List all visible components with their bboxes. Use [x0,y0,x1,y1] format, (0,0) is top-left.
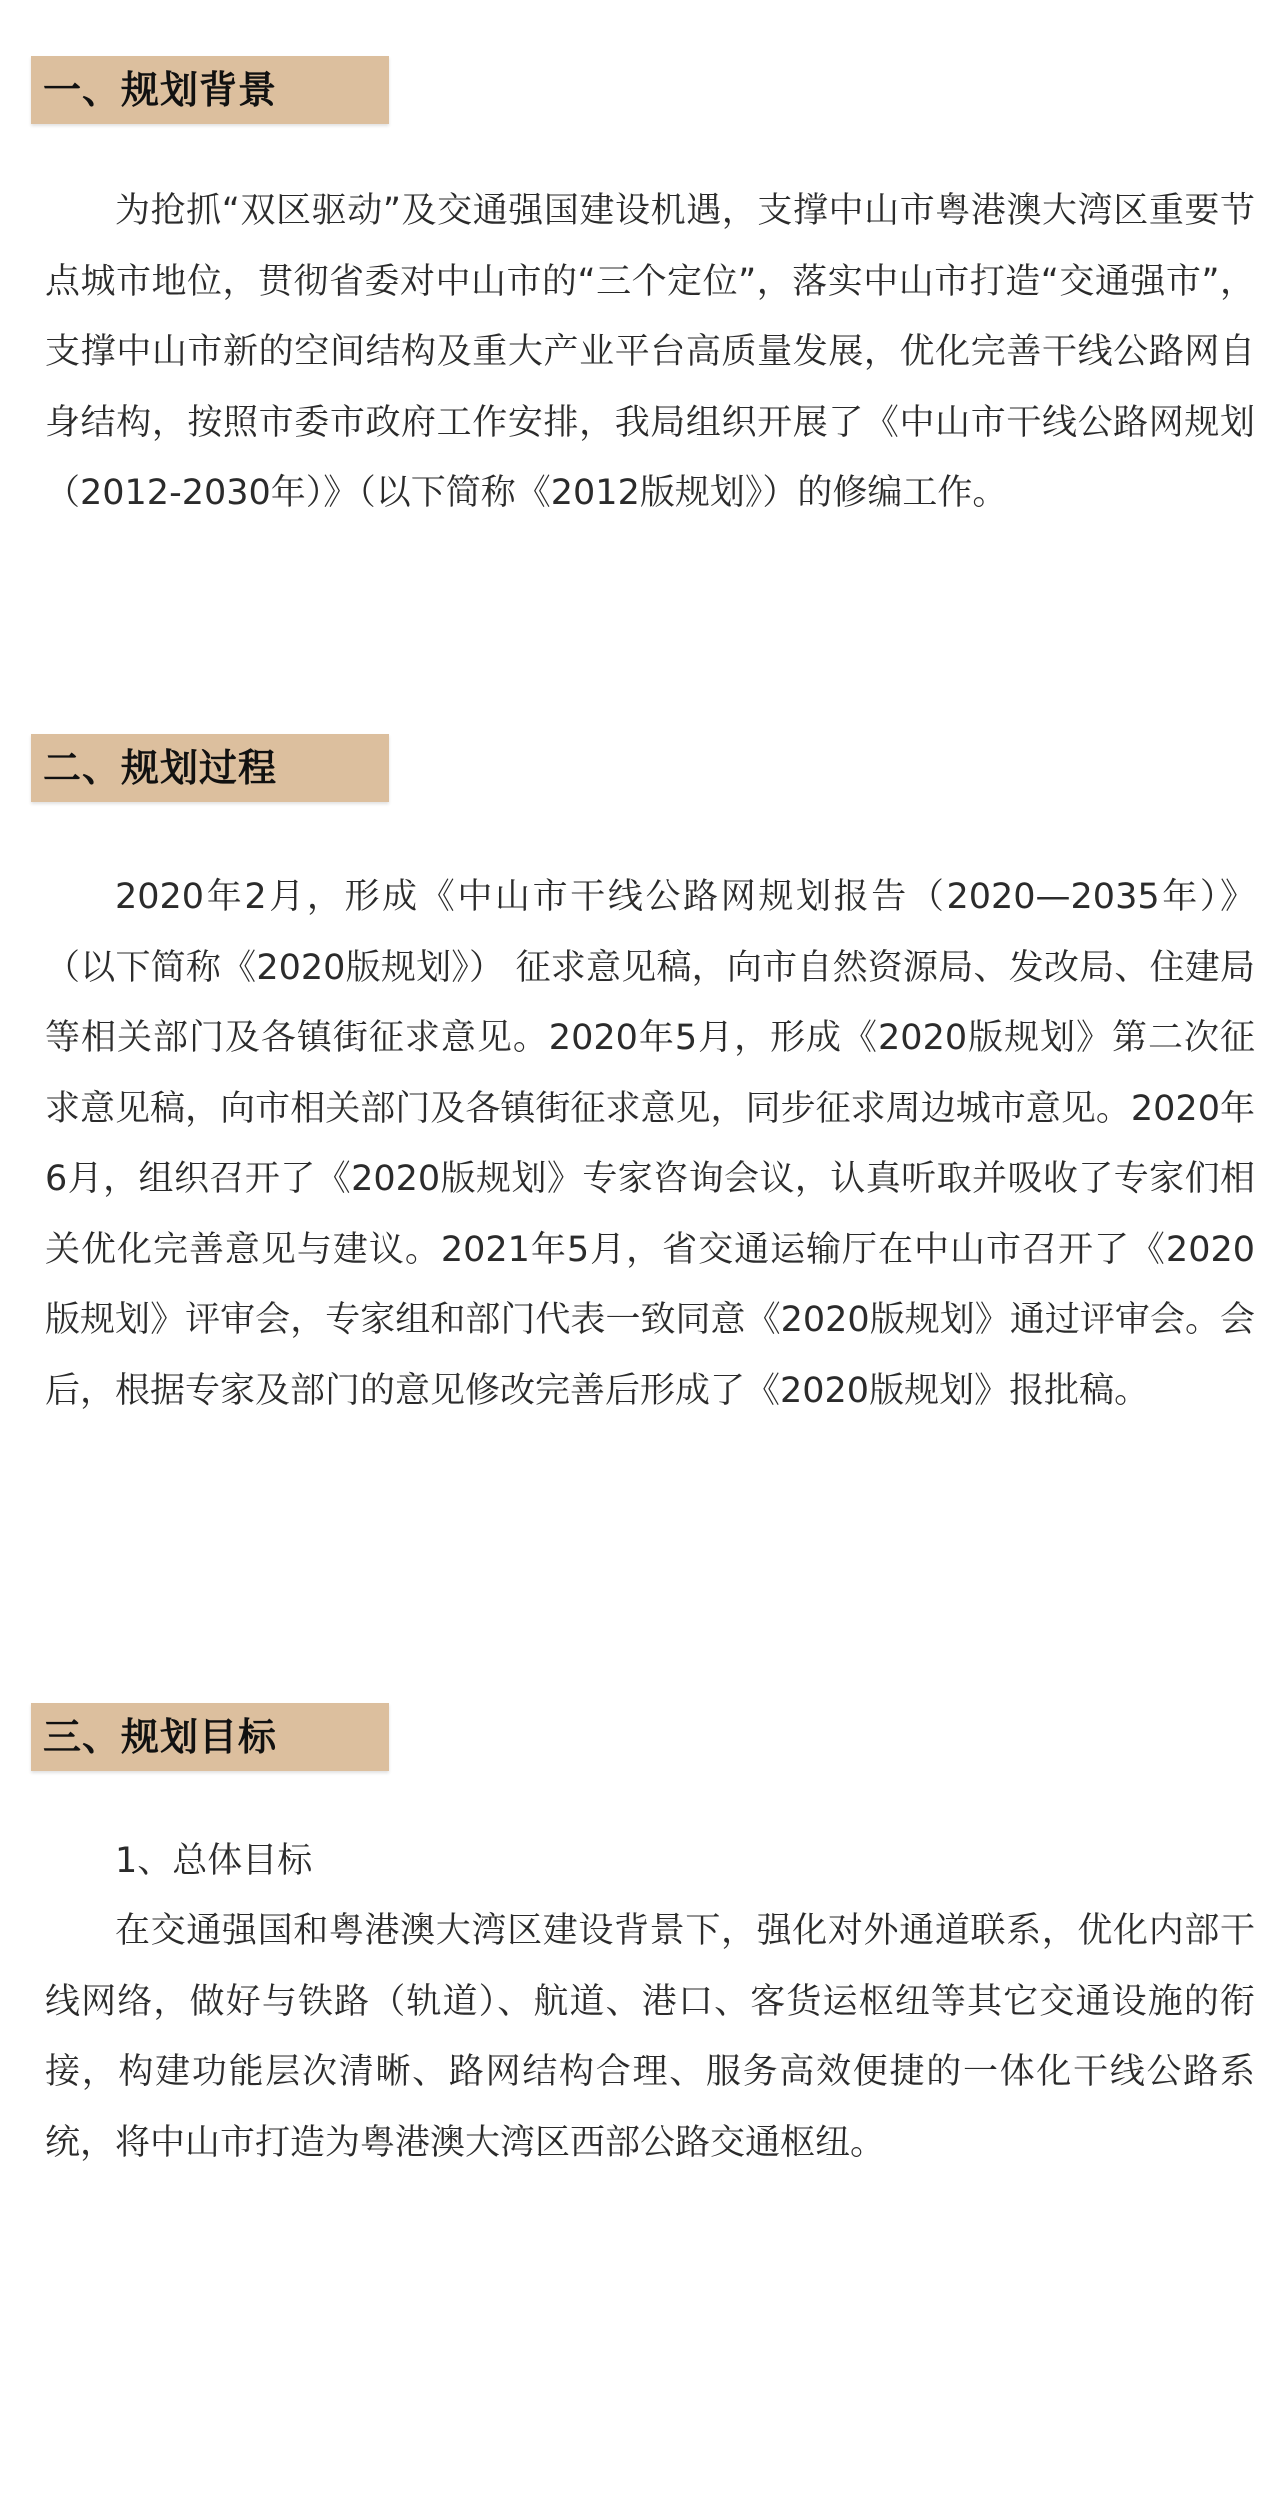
paragraph-process: 2020年2月，形成《中山市干线公路网规划报告（2020—2035年）》 （以下简称《2020版规划》） 征求意见稿，向市自然资源局、发改局、住建局等相关部门及各镇街征求意见。2020年5月，形成《2020版规划》第二次征求意见稿，向市相关部门及各镇街征求意见，同步征求周边城市意见。2020年6月，组织召开了《2020版规划》专家咨询会议，认真听取并吸收了专家们相关优化完善意见与建议。2021年5月，省交通运输厅在中山市召开了《2020版规划》评审会，专家组和部门代表一致同意《2020版规划》通过评审会。会后，根据专家及部门的意见修改完善后形成了《2020版规划》报批稿。 [45,877,1255,1411]
section-title-goals: 三、规划目标 [43,1715,278,1759]
section-header-background [31,56,389,124]
section-header-process [31,734,389,802]
section-header-goals [31,1703,389,1771]
section-title-background: 一、规划背景 [43,68,278,112]
section-title-process: 二、规划过程 [43,746,278,790]
paragraph-background: 为抢抓“双区驱动”及交通强国建设机遇，支撑中山市粤港澳大湾区重要节点城市地位，贯彻省委对中山市的“三个定位”，落实中山市打造“交通强市”，支撑中山市新的空间结构及重大产业平台高质量发展，优化完善干线公路网自身结构，按照市委市政府工作安排，我局组织开展了《中山市干线公路网规划（2012-2030年）》（以下简称《2012版规划》）的修编工作。 [45,191,1255,513]
paragraph-goals: 在交通强国和粤港澳大湾区建设背景下，强化对外通道联系，优化内部干线网络，做好与铁路（轨道）、航道、港口、客货运枢纽等其它交通设施的衔接，构建功能层次清晰、路网结构合理、服务高效便捷的一体化干线公路系统，将中山市打造为粤港澳大湾区西部公路交通枢纽。 [45,1911,1255,2163]
subheading-overall-goal: 1、总体目标 [115,1841,313,1881]
